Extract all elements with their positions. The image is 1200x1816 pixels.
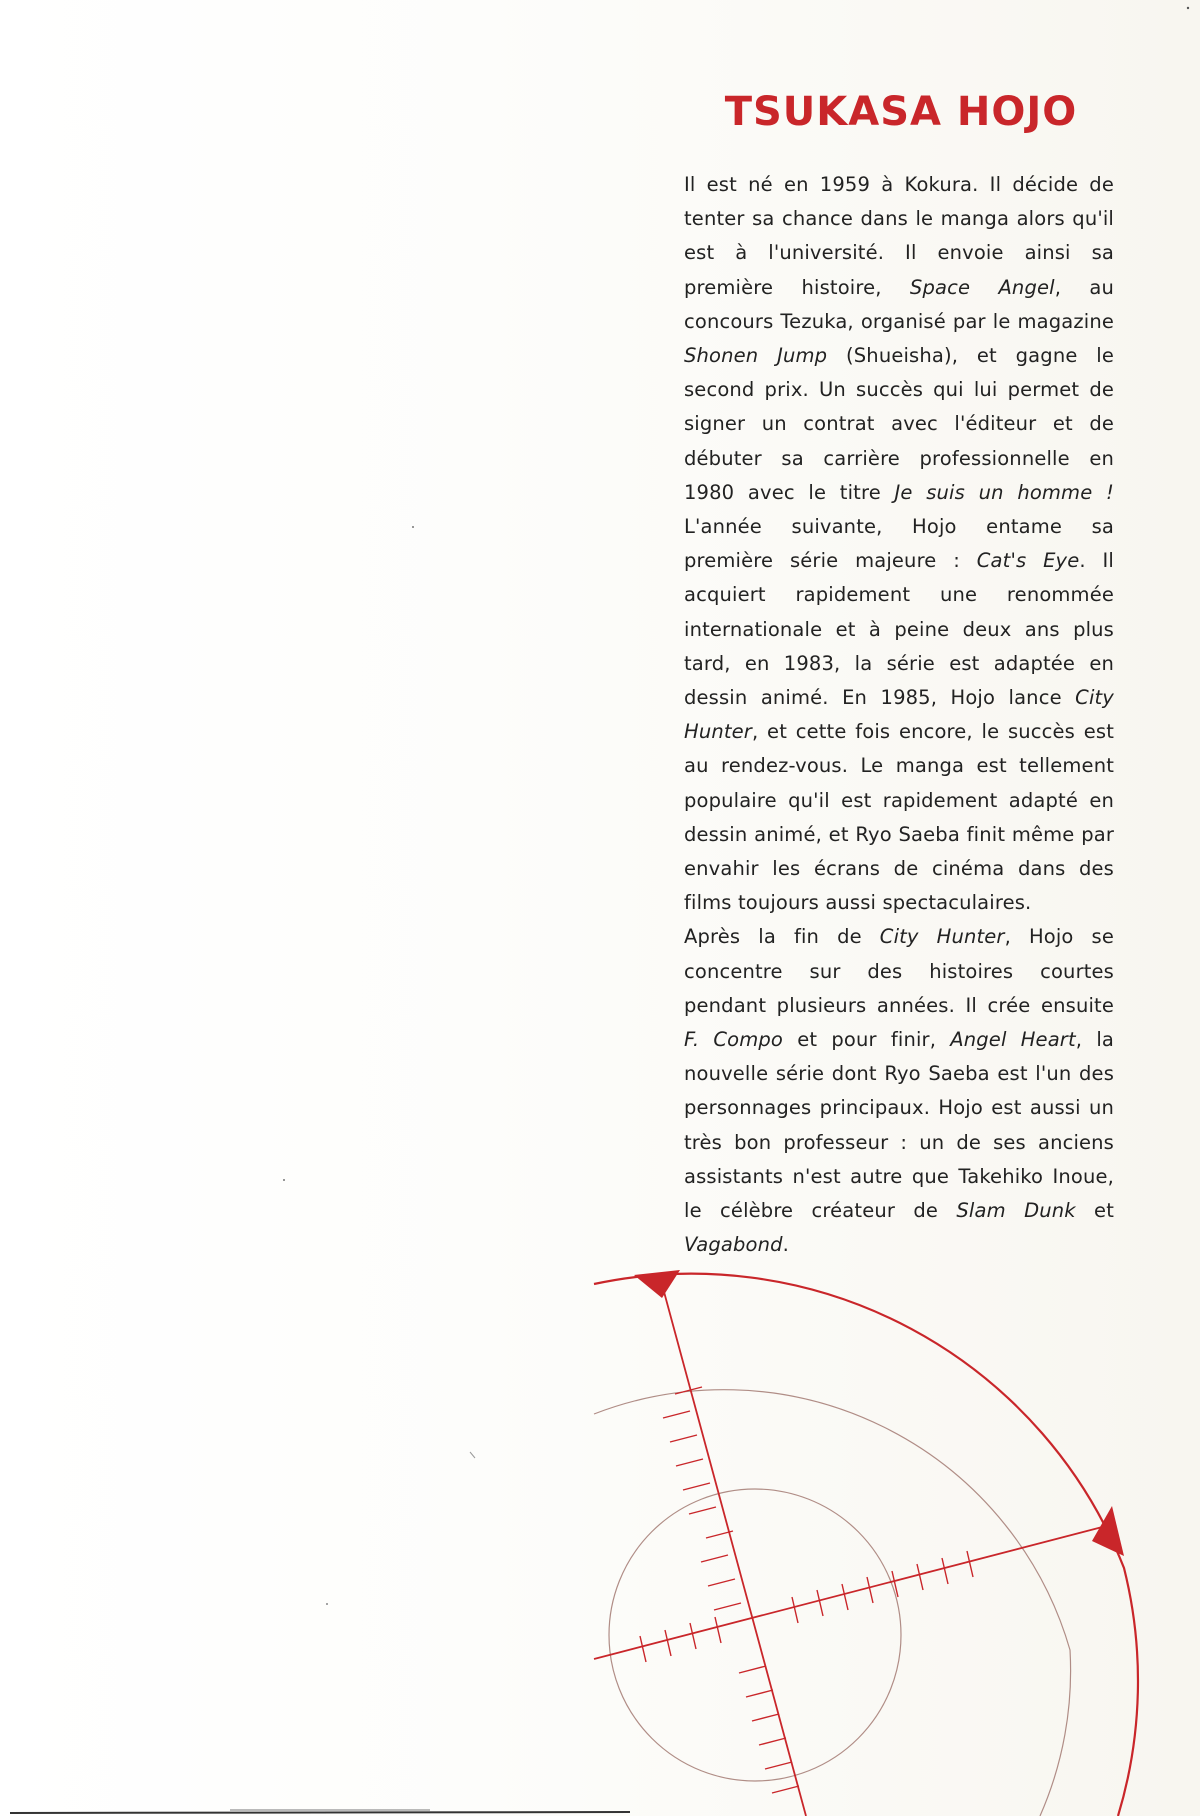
bio-text: et — [1075, 1199, 1114, 1223]
bio-title-italic: City Hunter — [684, 686, 1114, 744]
bio-text: , au concours Tezuka, organisé par le magazine — [684, 275, 1114, 333]
bio-text: Après la fin de — [684, 925, 880, 949]
bio-text: L'année suivante, Hojo entame sa première série majeure : — [684, 515, 1114, 573]
bio-text: et pour finir, — [783, 1028, 951, 1052]
page-title: TSUKASA HOJO — [724, 89, 1078, 135]
bio-text: . — [782, 1233, 789, 1257]
bio-text: , la nouvelle série dont Ryo Saeba est l'un des personnages principaux. Hojo est aussi un très bon professeur : un de ses anciens assistants n'est autre que Takehiko Inoue, le célèbre créateur de — [684, 1028, 1114, 1223]
bio-text: , Hojo se concentre sur des histoires courtes pendant plusieurs années. Il crée ensuite — [684, 925, 1115, 1017]
bio-text: . Il acquiert rapidement une renommée internationale et à peine deux ans plus tard, en 1983, la série est adaptée en dessin animé. En 1985, Hojo lance — [684, 549, 1114, 710]
bio-title-italic: Space Angel — [909, 275, 1055, 299]
bio-title-italic: Shonen Jump — [684, 344, 828, 368]
bio-text: Il est né en 1959 à Kokura. Il décide de tenter sa chance dans le manga alors qu'il est à l'université. Il envoie ainsi sa première histoire, — [684, 173, 1114, 299]
bio-text: , et cette fois encore, le succès est au rendez-vous. Le manga est tellement populaire qu'il est rapidement adapté en dessin animé, et Ryo Saeba finit même par envahir les écrans de cinéma dans des films toujours aussi spectaculaires. — [684, 720, 1114, 915]
bio-title-italic: Je suis un homme ! — [894, 480, 1114, 504]
bio-title-italic: Angel Heart — [950, 1028, 1076, 1052]
bio-title-italic: City Hunter — [879, 925, 1005, 949]
bio-title-italic: Vagabond — [684, 1233, 783, 1257]
bio-title-italic: Slam Dunk — [956, 1199, 1076, 1223]
bio-title-italic: F. Compo — [684, 1028, 784, 1052]
bio-title-italic: Cat's Eye — [976, 549, 1080, 573]
bio-text: (Shueisha), et gagne le second prix. Un succès qui lui permet de signer un contrat avec l'éditeur et de débuter sa carrière professionnelle en 1980 avec le titre — [684, 344, 1115, 504]
